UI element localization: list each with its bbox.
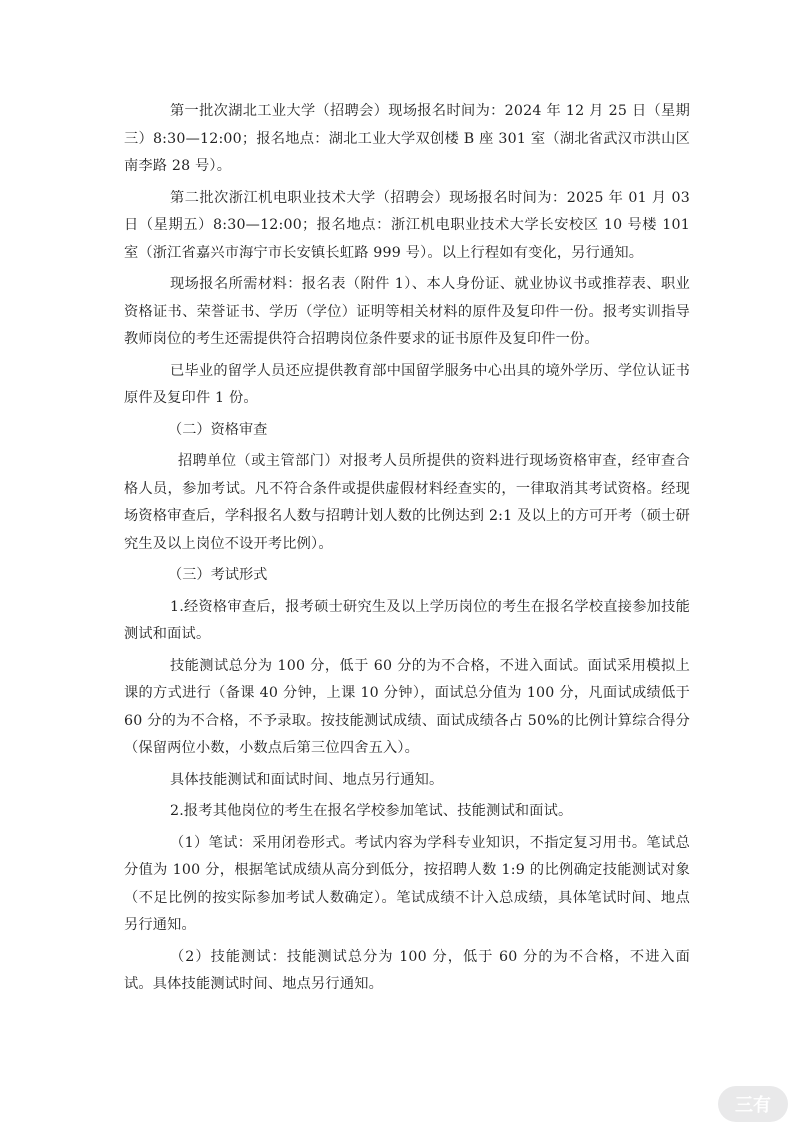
paragraph-skill-test: 技能测试总分为 100 分，低于 60 分的为不合格，不进入面试。面试采用模拟上课的方式进行（备课 40 分钟，上课 10 分钟），面试总分值为 100 分，凡面试成绩低于 60 分的为不合格，不予录取。按技能测试成绩、面试成绩各占 50%的比例计算综合得分（保留两位小数，小数点后第三位四舍五入）。 [124,657,690,756]
paragraph-skill-test-2: （2）技能测试：技能测试总分为 100 分，低于 60 分的为不合格，不进入面试。具体技能测试时间、地点另行通知。 [124,948,690,992]
paragraph-exam-item-1: 1.经资格审查后，报考硕士研究生及以上学历岗位的考生在报名学校直接参加技能测试和面试。 [124,598,690,642]
paragraph-written-exam: （1）笔试：采用闭卷形式。考试内容为学科专业知识，不指定复习用书。笔试总分值为 100 分，根据笔试成绩从高分到低分，按招聘人数 1:9 的比例确定技能测试对象（不足比例的按实际参加考试人数确定）。笔试成绩不计入总成绩，具体笔试时间、地点另行通知。 [124,834,690,933]
paragraph-review-detail: 招聘单位（或主管部门）对报考人员所提供的资料进行现场资格审查，经审查合格人员，参加考试。凡不符合条件或提供虚假材料经查实的，一律取消其考试资格。经现场资格审查后，学科报名人数与招聘计划人数的比例达到 2:1 及以上的方可开考（硕士研究生及以上岗位不设开考比例）。 [124,453,690,552]
paragraph-batch-1: 第一批次湖北工业大学（招聘会）现场报名时间为：2024 年 12 月 25 日（星期三）8:30—12:00；报名地点：湖北工业大学双创楼 B 座 301 室（湖北省武汉市洪山区南李路 28 号）。 [124,103,690,174]
paragraph-batch-2: 第二批次浙江机电职业技术大学（招聘会）现场报名时间为：2025 年 01 月 03 日（星期五）8:30—12:00；报名地点：浙江机电职业技术大学长安校区 10 号楼 101 室（浙江省嘉兴市海宁市长安镇长虹路 999 号）。以上行程如有变化，另行通知。 [124,189,690,261]
paragraph-materials: 现场报名所需材料：报名表（附件 1）、本人身份证、就业协议书或推荐表、职业资格证书、荣誉证书、学历（学位）证明等相关材料的原件及复印件一份。报考实训指导教师岗位的考生还需提供符合招聘岗位条件要求的证书原件及复印件一份。 [124,276,690,347]
document-body [124,98,690,1003]
watermark-logo: 三有 [718,1086,788,1122]
paragraph-overseas: 已毕业的留学人员还应提供教育部中国留学服务中心出具的境外学历、学位认证书原件及复印件 1 份。 [124,362,690,406]
paragraph-notice: 具体技能测试和面试时间、地点另行通知。 [170,771,444,788]
heading-qualification-review: （二）资格审查 [168,421,268,438]
paragraph-exam-item-2: 2.报考其他岗位的考生在报名学校参加笔试、技能测试和面试。 [170,803,573,819]
heading-exam-format: （三）考试形式 [168,567,268,583]
